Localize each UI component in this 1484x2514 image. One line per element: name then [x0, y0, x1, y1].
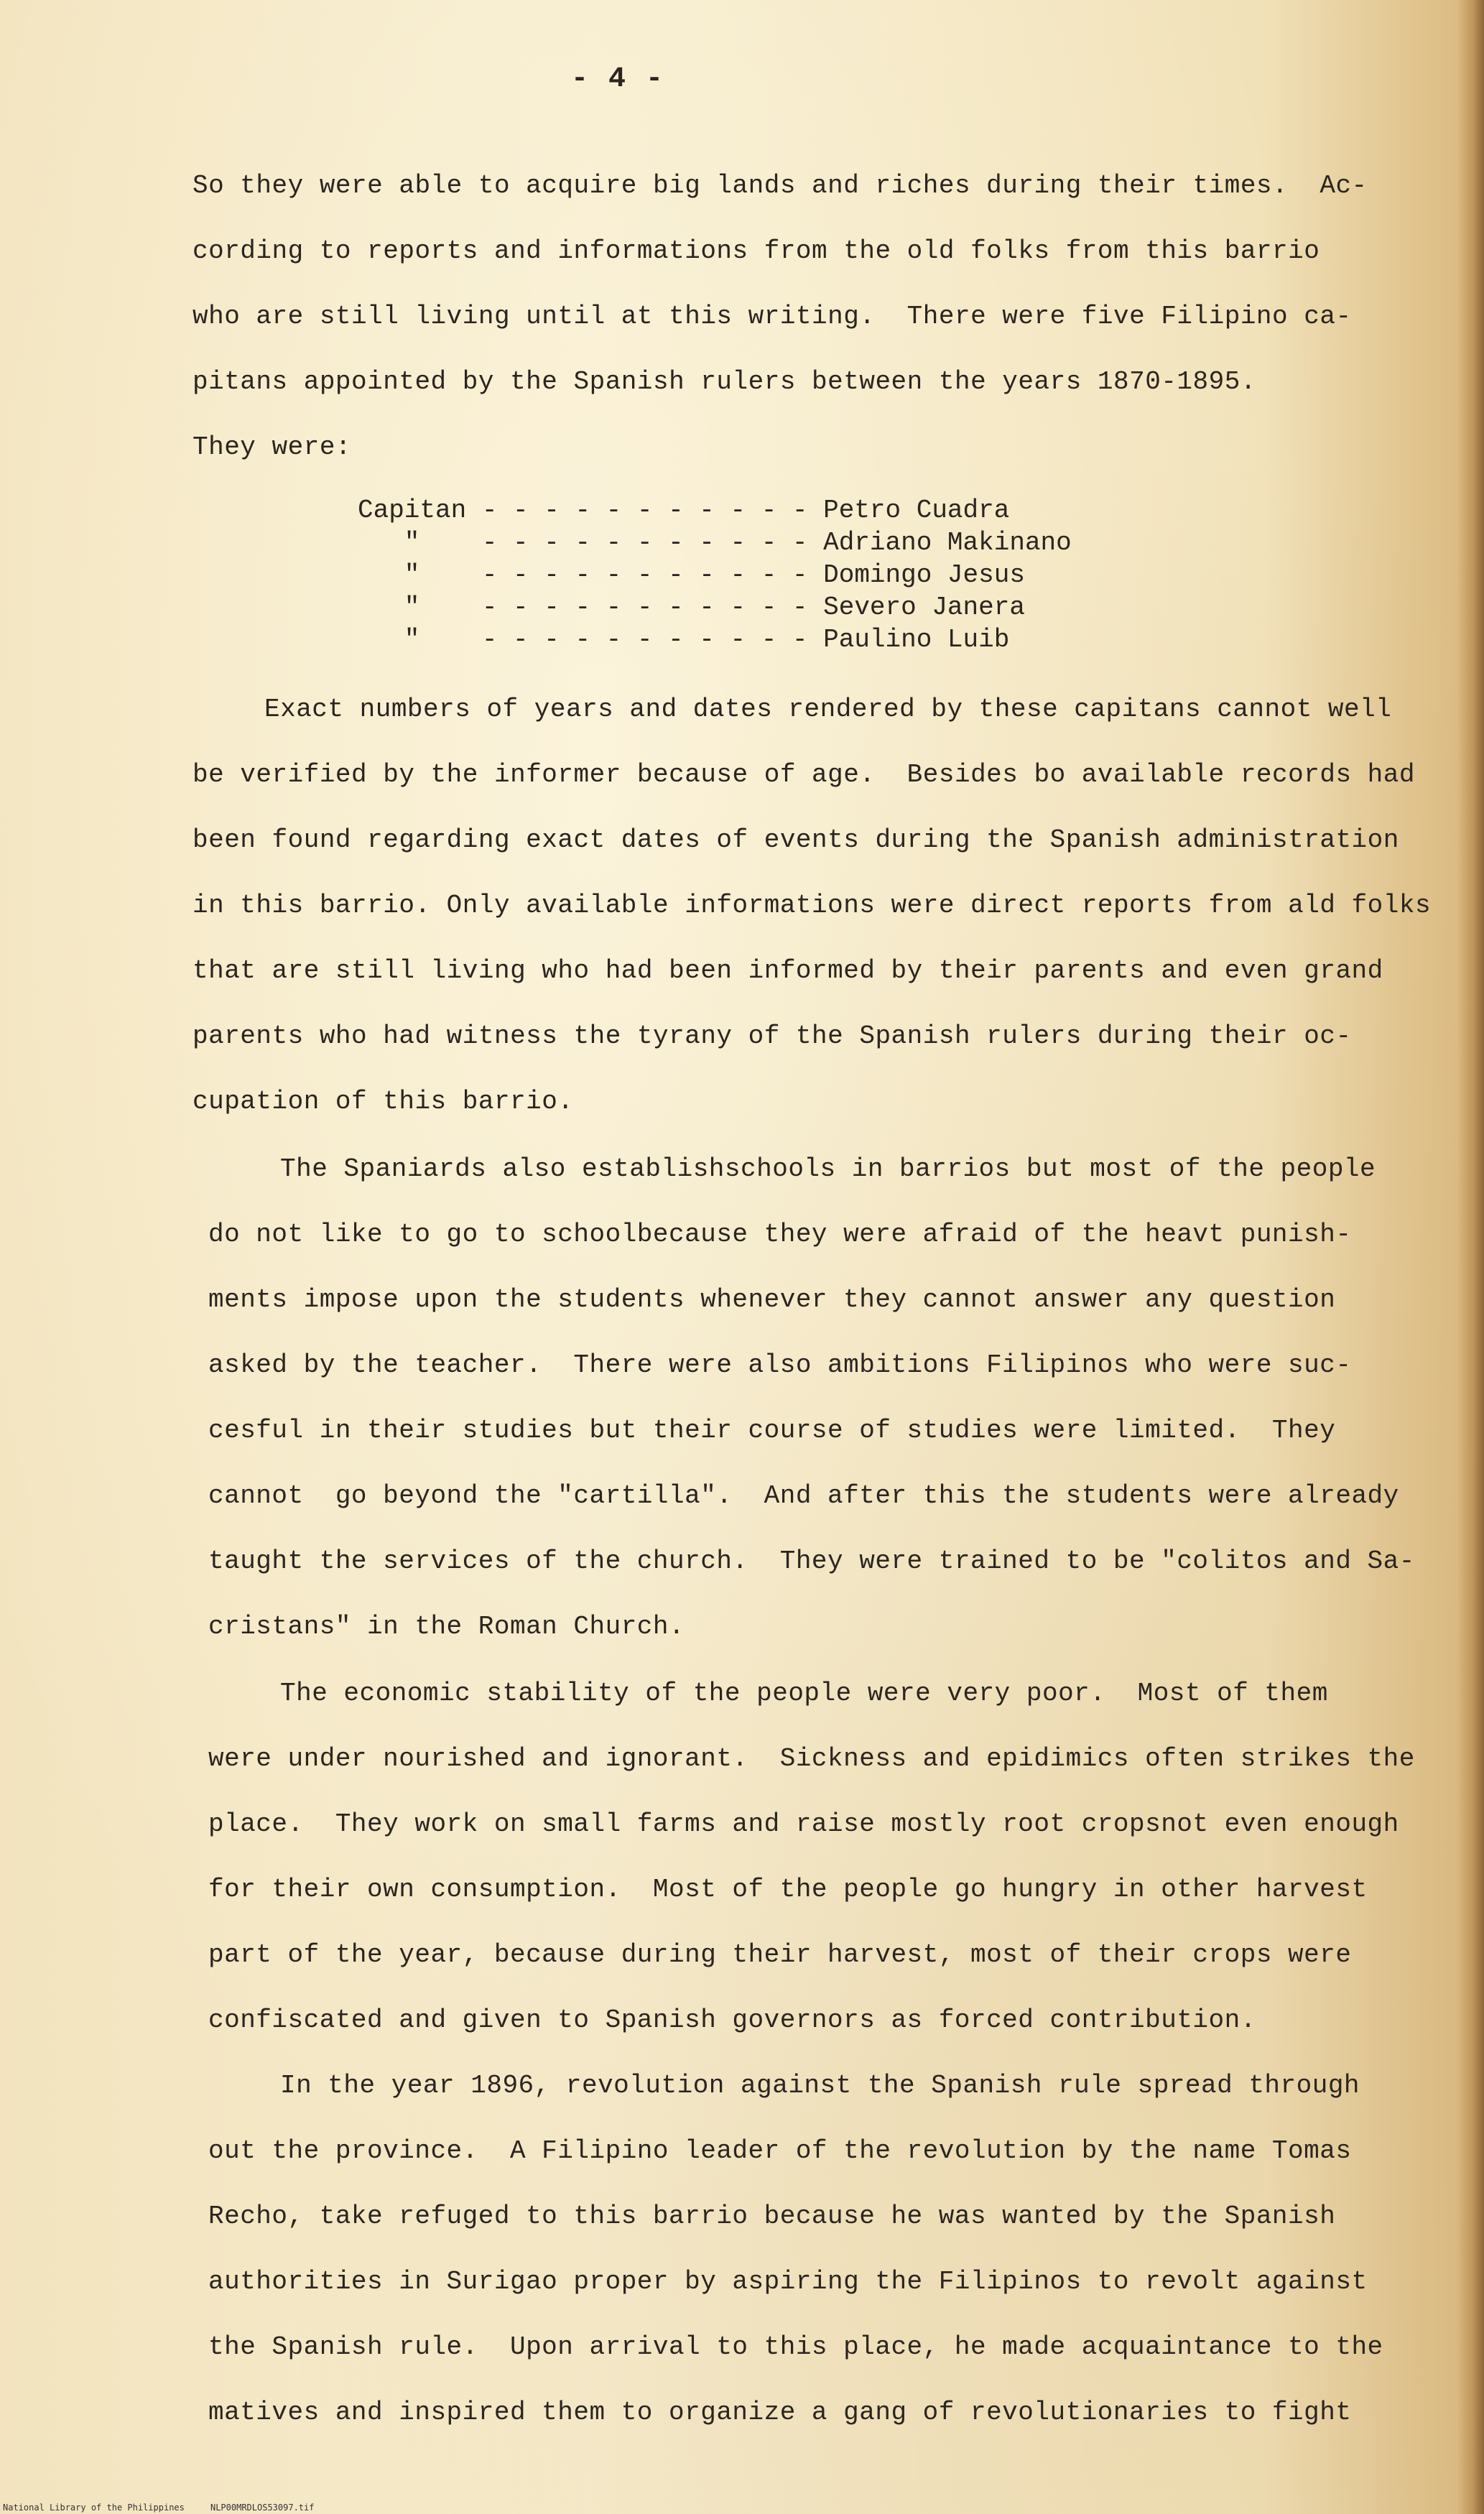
text-line: asked by the teacher. There were also ambitions Filipinos who were suc-	[208, 1350, 1352, 1380]
text-line: who are still living until at this writing. There were five Filipino ca-	[193, 302, 1352, 331]
text-line: been found regarding exact dates of events during the Spanish administration	[193, 825, 1399, 855]
text-line: confiscated and given to Spanish governors as forced contribution.	[208, 2005, 1256, 2035]
text-line: cesful in their studies but their course of studies were limited. They	[208, 1416, 1336, 1445]
paragraph-3	[208, 1136, 1484, 1659]
text-line: cupation of this barrio.	[193, 1087, 574, 1116]
text-line: authorities in Surigao proper by aspiring the Filipinos to revolt against	[208, 2267, 1368, 2296]
text-line: They were:	[193, 432, 352, 462]
text-line: in this barrio. Only available informations were direct reports from ald folks	[193, 891, 1432, 920]
text-line: taught the services of the church. They were trained to be "colitos and Sa-	[208, 1546, 1415, 1576]
text-line: ments impose upon the students whenever they cannot answer any question	[208, 1285, 1336, 1314]
archive-footer: National Library of the Philippines NLP00MRDLOS53097.tif	[3, 2503, 315, 2513]
text-line: matives and inspired them to organize a gang of revolutionaries to fight	[208, 2398, 1352, 2427]
text-line: In the year 1896, revolution against the Spanish rule spread through	[280, 2071, 1360, 2100]
text-line: pitans appointed by the Spanish rulers between the years 1870-1895.	[193, 367, 1256, 396]
list-item: Capitan - - - - - - - - - - - Petro Cuadra	[358, 496, 1010, 525]
list-item: " - - - - - - - - - - - Domingo Jesus	[358, 560, 1025, 590]
text-line: be verified by the informer because of age. Besides bo available records had	[193, 760, 1415, 789]
paragraph-1	[193, 153, 1471, 480]
text-line: were under nourished and ignorant. Sickness and epidimics often strikes the	[208, 1744, 1415, 1773]
text-line: part of the year, because during their harvest, most of their crops were	[208, 1940, 1352, 1970]
text-line: that are still living who had been informed by their parents and even grand	[193, 956, 1383, 985]
text-line: So they were able to acquire big lands and riches during their times. Ac-	[193, 171, 1368, 200]
text-line: for their own consumption. Most of the people go hungry in other harvest	[208, 1875, 1368, 1904]
list-item: " - - - - - - - - - - - Adriano Makinano	[358, 528, 1072, 557]
text-line: Recho, take refuged to this barrio because he was wanted by the Spanish	[208, 2202, 1336, 2231]
text-line: The economic stability of the people were very poor. Most of them	[280, 1679, 1328, 1708]
page-number: - 4 -	[570, 63, 665, 96]
paragraph-2	[193, 677, 1471, 1134]
list-item: " - - - - - - - - - - - Paulino Luib	[358, 625, 1010, 654]
text-line: The Spaniards also establishschools in barrios but most of the people	[280, 1154, 1376, 1184]
text-line: do not like to go to schoolbecause they were afraid of the heavt punish-	[208, 1220, 1352, 1249]
text-line: out the province. A Filipino leader of the revolution by the name Tomas	[208, 2136, 1352, 2166]
text-line: cording to reports and informations from the old folks from this barrio	[193, 236, 1320, 266]
capitan-list	[358, 494, 1072, 656]
text-line: parents who had witness the tyrany of the Spanish rulers during their oc-	[193, 1021, 1352, 1051]
text-line: Exact numbers of years and dates rendered by these capitans cannot well	[264, 695, 1392, 724]
text-line: place. They work on small farms and raise mostly root cropsnot even enough	[208, 1809, 1399, 1839]
list-item: " - - - - - - - - - - - Severo Janera	[358, 593, 1025, 622]
paragraph-5	[208, 2053, 1484, 2445]
text-line: cristans" in the Roman Church.	[208, 1612, 685, 1641]
text-line: the Spanish rule. Upon arrival to this place, he made acquaintance to the	[208, 2332, 1383, 2362]
paragraph-4	[208, 1661, 1484, 2053]
text-line: cannot go beyond the "cartilla". And after this the students were already	[208, 1481, 1399, 1511]
